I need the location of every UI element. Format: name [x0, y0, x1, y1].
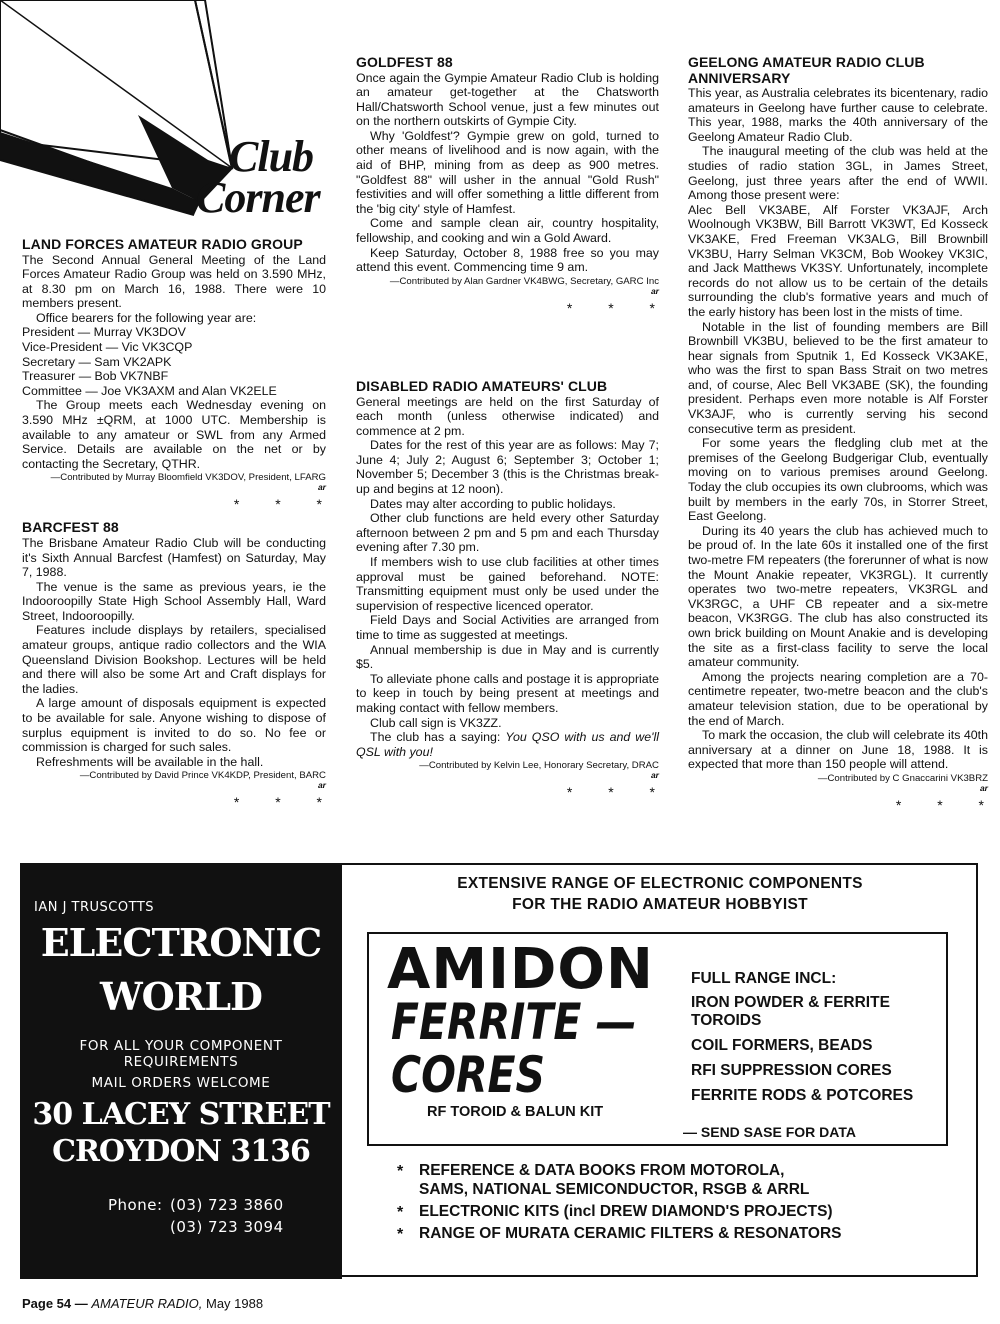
geelong-p8: To mark the occasion, the club will celebrate its 40th anniversary at a dinner on June 18, 1988. It is expected that more than 150 people will attend. — [688, 728, 988, 772]
disabled-p6: Field Days and Social Activities are arranged from time to time as suggested at meetings. — [356, 613, 659, 642]
feature-iron-powder: IRON POWDER & FERRITE — [691, 994, 890, 1011]
section-stars: * * * — [895, 796, 1000, 813]
footer-sep: — — [71, 1296, 92, 1311]
bullet-item — [397, 1202, 957, 1221]
ad-mail-orders: MAIL ORDERS WELCOME — [91, 1075, 271, 1091]
ad-phone-2: (03) 723 3094 — [170, 1218, 284, 1236]
bullet-text: REFERENCE & DATA BOOKS FROM MOTOROLA, — [419, 1162, 785, 1179]
bullet-mark: * — [397, 1163, 404, 1180]
barcfest-contrib: —Contributed by David Prince VK4KDP, President, BARC — [79, 770, 326, 782]
disabled-saying-intro: The club has a saying: — [370, 730, 506, 745]
amidon-brand: AMIDON — [387, 937, 654, 1002]
bullet-text: RANGE OF MURATA CERAMIC FILTERS & RESONATORS — [419, 1225, 842, 1242]
column-2 — [356, 54, 671, 316]
goldfest-p4: Keep Saturday, October 8, 1988 free so you may attend this event. Commencing time 9 am. — [356, 245, 659, 275]
barcfest-p5: Refreshments will be available in the hall. — [36, 754, 264, 769]
goldfest-p2: Why 'Goldfest'? Gympie grew on gold, turned to other means of livelihood and is now again, with the aid of BHP, mining from as deep as 900 metres. "Goldfest 88" will usher in the annual "Gold Rush" festivities and will offer something a little different from the 'big city' style of Hamfest. — [356, 128, 659, 216]
amidon-product-1: FERRITE — — [391, 993, 637, 1051]
disabled-p8: To alleviate phone calls and postage it is appropriate to keep in touch by being present at meetings and making contact with fellow members. — [356, 671, 659, 715]
ad-owner: IAN J TRUSCOTTS — [34, 900, 155, 915]
barcfest-p1: The Brisbane Amateur Radio Club will be conducting it's Sixth Annual Barcfest (Hamfest) on Saturday, May 7, 1988. — [22, 535, 326, 580]
geelong-p2: The inaugural meeting of the club was held at the studies of radio station 3GL, in James Street, Geelong, just three years after the end of WWII. Among those present were: — [688, 144, 988, 203]
ad-title-world: WORLD — [99, 974, 263, 1019]
heading-land-forces: LAND FORCES AMATEUR RADIO GROUP — [22, 236, 303, 252]
section-stars: * * * — [566, 784, 671, 801]
electronic-world-advert — [20, 863, 342, 1279]
disabled-p4: Other club functions are held every other Saturday afternoon between 2 pm and 5 pm and each Thursday evening after 7.30 pm. — [356, 511, 659, 555]
land-forces-office-intro: Office bearers for the following year are: — [36, 310, 257, 325]
geelong-p1: This year, as Australia celebrates its bicentenary, radio amateurs in Geelong have further cause to celebrate. This year, 1988, marks the 40th anniversary of the Geelong Amateur Radio Club. — [688, 86, 988, 144]
bullet-mark: * — [397, 1204, 404, 1221]
feature-full-range: FULL RANGE INCL: — [691, 970, 837, 987]
barcfest-p4: A large amount of disposals equipment is expected to be available for sale. Anyone wishing to dispose of surplus equipment is invited to do so. No fee or commission is charged for such sales. — [22, 696, 326, 755]
amidon-kit: RF TOROID & BALUN KIT — [427, 1104, 604, 1120]
column-1 — [22, 236, 338, 811]
barcfest-p2: The venue is the same as previous years, ie the Indooroopilly State High School Assembly Hall, Ward Street, Indooroopilly. — [22, 579, 326, 623]
feature-toroids: TOROIDS — [691, 1012, 762, 1029]
logo-corner: Corner — [196, 173, 320, 222]
ad-phone-label: Phone: — [108, 1196, 163, 1214]
disabled-p3: Dates may alter according to public holidays. — [370, 496, 616, 511]
geelong-p3: Alec Bell VK3ABE, Alf Forster VK3AJF, Arch Woolnough VK3BW, Bill Barrott VK3WT, Ed Kosseck VK3AKE, Fred Freeman VK3ALG, Bill Brownbill VK3BU, Harry Selman VK3CM, Bob Wookey VK3IC, and Jack Matthews VK3SY. Unfortunately, incomplete records do not allow us to be certain of the details surrounding the club's formative years and much of the early history has been lost in the mists of time. — [688, 202, 988, 319]
ad-address-suburb: CROYDON 3136 — [52, 1134, 310, 1169]
ar-logo: ar — [979, 782, 988, 793]
section-stars: * * * — [566, 299, 671, 316]
heading-geelong: GEELONG AMATEUR RADIO CLUB ANNIVERSARY — [688, 54, 925, 86]
ad-tagline-1: FOR ALL YOUR COMPONENT — [79, 1038, 283, 1054]
bullet-item — [397, 1161, 957, 1180]
bullet-text: SAMS, NATIONAL SEMICONDUCTOR, RSGB & ARRL — [419, 1181, 810, 1198]
disabled-p5: If members wish to use club facilities at other times approval must be gained beforehand. NOTE: Transmitting equipment must only be used under the supervision of respective licenced operator. — [356, 555, 659, 613]
ad-right-head-1: EXTENSIVE RANGE OF ELECTRONIC COMPONENTS — [457, 875, 863, 892]
disabled-p1: General meetings are held on the first Saturday of each month (unless otherwise indicated) and commence at 2 pm. — [356, 394, 659, 438]
officer-secretary: Secretary — Sam VK2APK — [22, 354, 172, 369]
heading-goldfest: GOLDFEST 88 — [356, 54, 453, 70]
ar-logo: ar — [317, 780, 326, 791]
barcfest-p3: Features include displays by retailers, specialised amateur groups, antique radio collectors and the WIA Queensland Division Bookshop. Lectures will be held and there will also be some Art and Craft displays for the ladies. — [22, 623, 326, 696]
ar-logo: ar — [650, 285, 659, 296]
amidon-box — [367, 932, 948, 1146]
goldfest-p3: Come and sample clean air, country hospitality, fellowship, and cooking and win a Gold Award. — [356, 216, 659, 246]
geelong-p4: Notable in the list of founding members are Bill Brownbill VK3BU, believed to be the first amateur to hear signals from Sputnik 1, Ed Kosseck VK3AKE, who was the first to span Bass Strait on two metres and, of course, Alec Bell VK3ABE (SK), the founding president. Perhaps even more notable is Alf Forster VK3AJF, who is currently serving his second consecutive term as president. — [688, 319, 988, 436]
disabled-p10 — [356, 730, 659, 759]
geelong-contrib: —Contributed by C Gnaccarini VK3BRZ — [817, 772, 988, 784]
ad-title-electronic: ELECTRONIC — [40, 920, 322, 965]
ad-address-street: 30 LACEY STREET — [32, 1097, 330, 1132]
heading-disabled-club: DISABLED RADIO AMATEURS' CLUB — [356, 378, 608, 394]
bullet-mark: * — [397, 1226, 404, 1243]
disabled-p2: Dates for the rest of this year are as follows: May 7; June 4; July 2; August 6; September 3; October 1; November 5; December 3 (this is the Christmas break-up and begins at 12 noon). — [356, 438, 659, 497]
magazine-name: AMATEUR RADIO, — [91, 1296, 203, 1311]
disabled-p9: Club call sign is VK3ZZ. — [370, 715, 502, 730]
feature-coil-formers: COIL FORMERS, BEADS — [691, 1037, 873, 1054]
section-stars: * * * — [233, 496, 338, 513]
feature-rfi-cores: RFI SUPPRESSION CORES — [691, 1062, 892, 1079]
ad-right-head-2: FOR THE RADIO AMATEUR HOBBYIST — [512, 896, 808, 913]
disabled-contrib: —Contributed by Kelvin Lee, Honorary Secretary, DRAC — [419, 760, 659, 772]
logo-club: Club — [229, 132, 314, 181]
disabled-p7: Annual membership is due in May and is currently $5. — [356, 642, 659, 672]
feature-ferrite-rods: FERRITE RODS & POTCORES — [691, 1087, 914, 1104]
page-footer — [22, 1296, 263, 1311]
heading-barcfest: BARCFEST 88 — [22, 519, 119, 536]
issue-date: May 1988 — [202, 1296, 264, 1311]
officer-vice-president: Vice-President — Vic VK3CQP — [22, 340, 193, 355]
ad-tagline-2: REQUIREMENTS — [123, 1054, 239, 1070]
ad-phone-1: (03) 723 3860 — [170, 1196, 284, 1214]
ar-logo: ar — [317, 482, 326, 493]
send-sase: — SEND SASE FOR DATA — [683, 1124, 856, 1140]
bullet-item-continued — [397, 1180, 957, 1199]
ad-bullet-list — [397, 1161, 957, 1243]
land-forces-intro: The Second Annual General Meeting of the Land Forces Amateur Radio Group was held on 3.590 MHz, at 8.30 pm on March 16, 1988. There were 10 members present. — [22, 252, 326, 311]
goldfest-contrib: —Contributed by Alan Gardner VK4BWG, Secretary, GARC Inc — [389, 275, 659, 287]
ar-logo: ar — [650, 770, 659, 781]
column-3 — [688, 54, 1000, 813]
geelong-p5: For some years the fledgling club met at the premises of the Geelong Budgerigar Club, eventually moving on to various premises around Geelong. Today the club occupies its own clubrooms, which was built by members in the early 70s, in Storrer Street, East Geelong. — [688, 436, 988, 524]
bullet-item — [397, 1224, 957, 1243]
goldfest-p1: Once again the Gympie Amateur Radio Club is holding an amateur get-together at the Chatsworth Hall/Chatsworth School venue, just a few minutes out on the northern outskirts of Gympie City. — [356, 70, 659, 129]
officer-president: President — Murray VK3DOV — [22, 325, 186, 340]
amidon-advert — [342, 863, 978, 1277]
column-2-lower — [356, 378, 671, 801]
officer-committee: Committee — Joe VK3AXM and Alan VK2ELE — [22, 383, 277, 398]
bullet-text: ELECTRONIC KITS (incl DREW DIAMOND'S PROJECTS) — [419, 1203, 833, 1220]
amidon-product-2: CORES — [391, 1046, 546, 1104]
disabled-saying: You QSO with us and we'll QSL with you! — [356, 730, 660, 759]
geelong-p7: Among the projects nearing completion are a 70-centimetre repeater, two-metre beacon and the club's amateur television station, due to be operational by the end of March. — [688, 669, 988, 728]
section-stars: * * * — [233, 794, 338, 811]
land-forces-contrib: —Contributed by Murray Bloomfield VK3DOV, President, LFARG — [50, 472, 326, 484]
land-forces-p2: The Group meets each Wednesday evening on 3.590 MHz ±QRM, at 1000 UTC. Membership is available to any amateur or SWL from any Armed Service. Details are available on the net or by contacting the Secretary, QTHR. — [22, 398, 326, 471]
officer-treasurer: Treasurer — Bob VK7NBF — [22, 369, 169, 384]
page-number: Page 54 — [22, 1296, 72, 1311]
geelong-p6: During its 40 years the club has achieved much to be proud of. In the late 60s it installed one of the first two-metre FM repeaters (the forerunner of what is now the Mount Anakie repeater, VK3RGL). It currently operates two two-metre repeaters, VK3RGL and VK3RGC, a UHF CB repeater and a six-metre beacon, VK3RGG. The club has also constructed its own brick building on Mount Anakie and is developing the site as a first-class facility to serve the local amateur community. — [688, 523, 988, 670]
